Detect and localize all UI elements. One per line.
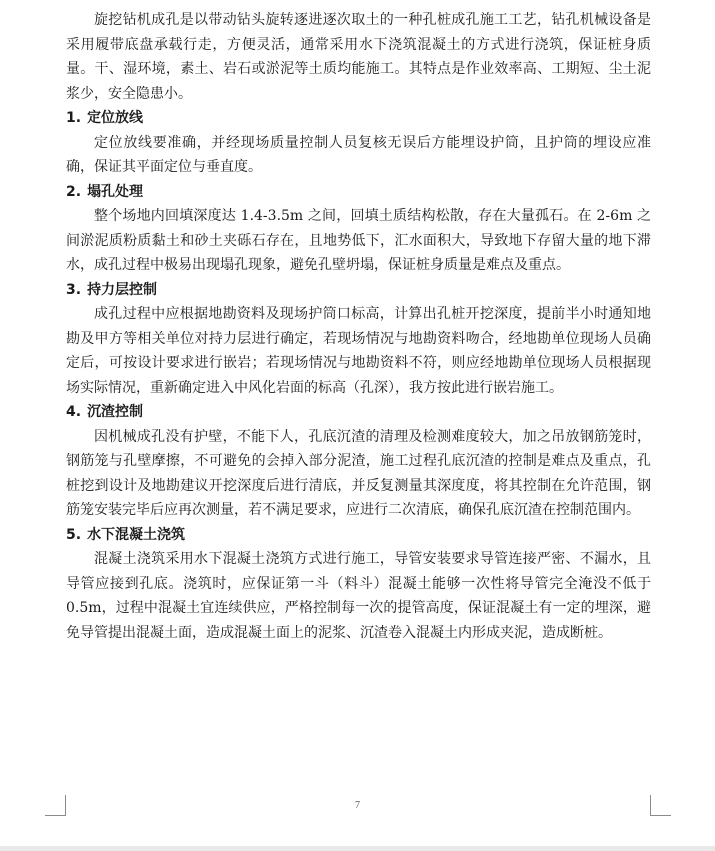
section-5 [66,523,651,646]
section-number: 4. [66,404,82,420]
section-title: 水下混凝土浇筑 [87,526,186,543]
section-2 [66,180,651,278]
section-heading [66,523,651,548]
document-body [66,8,651,645]
section-title: 沉渣控制 [87,404,144,420]
section-heading [66,180,651,205]
section-number: 3. [66,281,82,298]
section-heading [66,400,651,425]
section-body: 成孔过程中应根据地勘资料及现场护筒口标高，计算出孔桩开挖深度，提前半小时通知地勘及甲方等相关单位对持力层进行确定，若现场情况与地勘资料吻合，经地勘单位现场人员确定后，可按设计要求进行嵌岩；若现场情况与地勘资料不符，则应经地勘单位现场人员根据现场实际情况，重新确定进入中风化岩面的标高（孔深），我方按此进行嵌岩施工。 [66,306,651,396]
section-number: 1. [66,110,82,126]
section-body: 混凝土浇筑采用水下混凝土浇筑方式进行施工，导管安装要求导管连接严密、不漏水，且导管应接到孔底。浇筑时，应保证第一斗（料斗）混凝土能够一次性将导管完全淹没不低于 0.5m，过程中混凝土宜连续供应，严格控制每一次的提管高度，保证混凝土有一定的埋深，避免导管提出混凝土面，造成混凝土面上的泥浆、沉渣卷入混凝土内形成夹泥，造成断桩。 [66,551,651,641]
section-body: 因机械成孔没有护壁，不能下人，孔底沉渣的清理及检测难度较大，加之吊放钢筋笼时，钢筋笼与孔壁摩擦，不可避免的会掉入部分泥渣，施工过程孔底沉渣的控制是难点及重点，孔桩挖到设计及地勘建议开挖深度后进行清底，并反复测量其深度度，将其控制在允许范围，钢筋笼安装完毕后应再次测量，若不满足要求，应进行二次清底，确保孔底沉渣在控制范围内。 [66,428,651,518]
section-number: 5. [66,526,82,543]
section-title: 定位放线 [87,110,144,126]
section-1 [66,106,651,180]
section-title: 塌孔处理 [87,183,144,200]
section-heading [66,106,651,131]
section-number: 2. [66,183,82,200]
page-number: 7 [355,800,360,811]
section-body: 整个场地内回填深度达 1.4-3.5m 之间，回填土质结构松散，存在大量孤石。在 2-6m 之间淤泥质粉质黏土和砂土夹砾石存在，且地势低下，汇水面积大，导致地下存留大量的地下滞水，成孔过程中极易出现塌孔现象，避免孔壁坍塌，保证桩身质量是难点及重点。 [66,208,651,273]
section-4 [66,400,651,523]
section-3 [66,278,651,401]
section-heading [66,278,651,303]
section-title: 持力层控制 [87,281,158,298]
section-body: 定位放线要准确，并经现场质量控制人员复核无误后方能埋设护筒，且护筒的埋设应准确，保证其平面定位与垂直度。 [66,134,651,175]
intro-paragraph: 旋挖钻机成孔是以带动钻头旋转逐进逐次取土的一种孔桩成孔施工工艺，钻孔机械设备是采用履带底盘承载行走，方便灵活，通常采用水下浇筑混凝土的方式进行浇筑，保证桩身质量。干、湿环境，素土、岩石或淤泥等土质均能施工。其特点是作业效率高、工期短、尘土泥浆少，安全隐患小。 [66,12,651,102]
